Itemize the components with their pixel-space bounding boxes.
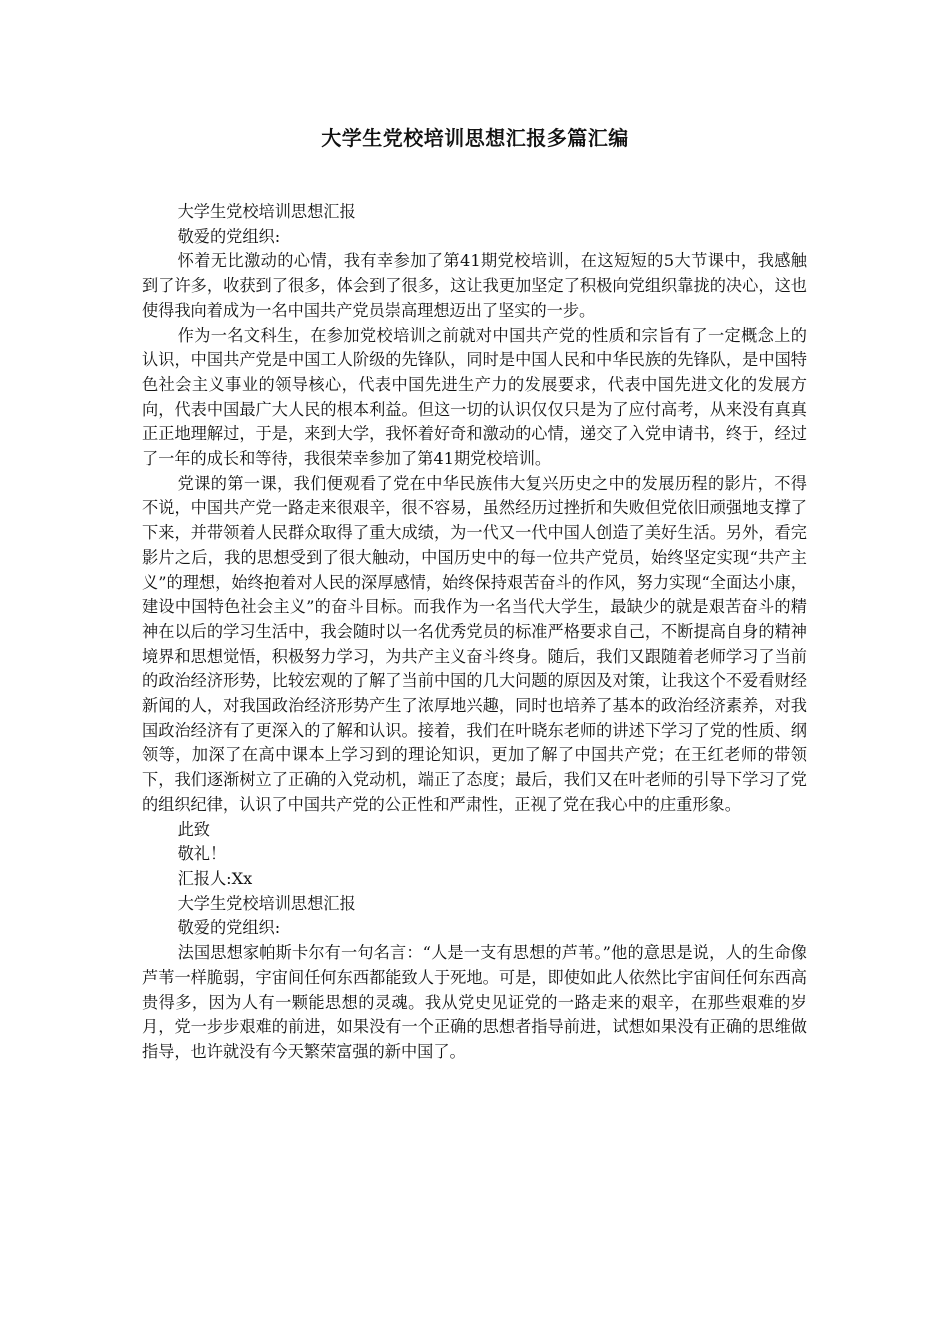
document-title: 大学生党校培训思想汇报多篇汇编 [321,126,629,150]
closing-line: 此致 [177,819,210,839]
salutation: 敬爱的党组织: [177,226,281,246]
closing-line: 敬礼！ [177,844,227,864]
salutation: 敬爱的党组织: [177,918,281,938]
document-body [142,200,807,1065]
body-paragraph: 怀着无比激动的心情，我有幸参加了第41期党校培训，在这短短的5大节课中，我感触到了许多，收获到了很多，体会到了很多，这让我更加坚定了积极向党组织靠拢的决心，这也使得我向着成为一名中国共产党员崇高理想迈出了坚实的一步。 [142,251,807,320]
body-paragraph: 党课的第一课，我们便观看了党在中华民族伟大复兴历史之中的发展历程的影片，不得不说，中国共产党一路走来很艰辛，很不容易，虽然经历过挫折和失败但党依旧顽强地支撑了下来，并带领着人民群众取得了重大成绩，为一代又一代中国人创造了美好生活。另外，看完影片之后，我的思想受到了很大触动，中国历史中的每一位共产党员，始终坚定实现“共产主义”的理想，始终抱着对人民的深厚感情，始终保持艰苦奋斗的作风，努力实现“全面达小康，建设中国特色社会主义”的奋斗目标。而我作为一名当代大学生，最缺少的就是艰苦奋斗的精神在以后的学习生活中，我会随时以一名优秀党员的标准严格要求自己，不断提高自身的精神境界和思想觉悟，积极努力学习，为共产主义奋斗终身。随后，我们又跟随着老师学习了当前的政治经济形势，比较宏观的了解了当前中国的几大问题的原因及对策，让我这个不爱看财经新闻的人，对我国政治经济形势产生了浓厚地兴趣，同时也培养了基本的政治经济素养，对我国政治经济有了更深入的了解和认识。接着，我们在叶晓东老师的讲述下学习了党的性质、纲领等，加深了在高中课本上学习到的理论知识，更加了解了中国共产党；在王红老师的带领下，我们逐渐树立了正确的入党动机，端正了态度；最后，我们又在叶老师的引导下学习了党的组织纪律，认识了中国共产党的公正性和严肃性，正视了党在我心中的庄重形象。 [142,473,807,814]
body-paragraph: 作为一名文科生，在参加党校培训之前就对中国共产党的性质和宗旨有了一定概念上的认识，中国共产党是中国工人阶级的先锋队，同时是中国人民和中华民族的先锋队，是中国特色社会主义事业的领导核心，代表中国先进生产力的发展要求，代表中国先进文化的发展方向，代表中国最广大人民的根本利益。但这一切的认识仅仅只是为了应付高考，从来没有真真正正地理解过，于是，来到大学，我怀着好奇和激动的心情，递交了入党申请书，终于，经过了一年的成长和等待，我很荣幸参加了第41期党校培训。 [142,325,807,469]
section-heading: 大学生党校培训思想汇报 [177,202,356,221]
section-heading: 大学生党校培训思想汇报 [177,893,356,913]
body-paragraph: 法国思想家帕斯卡尔有一句名言：“人是一支有思想的芦苇。”他的意思是说，人的生命像芦苇一样脆弱，宇宙间任何东西都能致人于死地。可是，即使如此人依然比宇宙间任何东西高贵得多，因为人有一颗能思想的灵魂。我从党史见证党的一路走来的艰辛，在那些艰难的岁月，党一步步艰难的前进，如果没有一个正确的思想者指导前进，试想如果没有正确的思维做指导，也许就没有今天繁荣富强的新中国了。 [142,943,807,1061]
signature-line: 汇报人:Xx [177,868,253,888]
